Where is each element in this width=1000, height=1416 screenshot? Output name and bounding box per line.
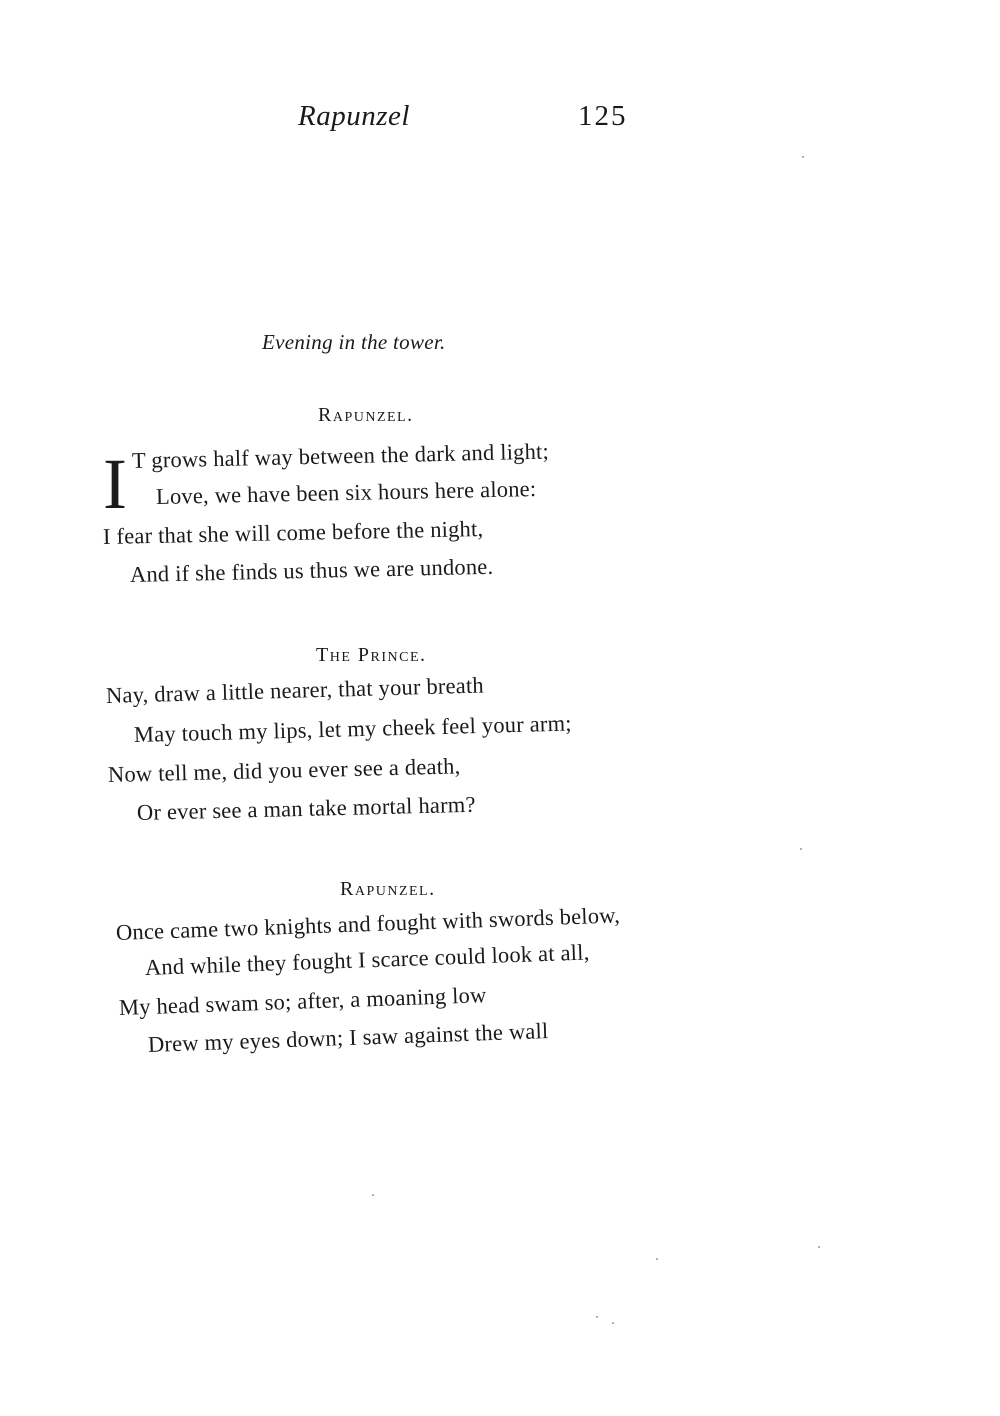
- page-number: 125: [578, 100, 628, 132]
- scan-speck: [800, 848, 802, 850]
- scan-speck: [802, 156, 804, 158]
- verse-line: T grows half way between the dark and light;: [131, 438, 550, 473]
- verse-line: Now tell me, did you ever see a death,: [107, 753, 461, 787]
- drop-cap: I: [103, 444, 127, 524]
- verse-line: My head swam so; after, a moaning low: [118, 982, 487, 1020]
- scan-speck: [612, 1322, 614, 1324]
- scan-speck: [818, 1246, 820, 1248]
- speaker-prince: The Prince.: [316, 644, 427, 666]
- verse-line: Love, we have been six hours here alone:: [155, 476, 537, 509]
- verse-line: And if she finds us thus we are undone.: [129, 553, 494, 587]
- speaker-rapunzel-1: Rapunzel.: [318, 404, 414, 426]
- verse-line: And while they fought I scarce could look at all,: [144, 939, 590, 980]
- stage-direction: Evening in the tower.: [262, 330, 446, 354]
- verse-line: I fear that she will come before the night,: [102, 516, 484, 549]
- running-title: Rapunzel: [298, 100, 410, 132]
- verse-line: Once came two knights and fought with swords below,: [115, 902, 621, 945]
- scan-speck: [656, 1258, 658, 1260]
- scan-speck: [596, 1316, 598, 1318]
- speaker-rapunzel-2: Rapunzel.: [340, 878, 436, 900]
- scan-speck: [372, 1194, 374, 1196]
- verse-line: May touch my lips, let my cheek feel your arm;: [133, 710, 573, 747]
- verse-line: Or ever see a man take mortal harm?: [136, 791, 476, 825]
- verse-line: Drew my eyes down; I saw against the wall: [147, 1018, 549, 1057]
- verse-line: Nay, draw a little nearer, that your breath: [105, 672, 485, 708]
